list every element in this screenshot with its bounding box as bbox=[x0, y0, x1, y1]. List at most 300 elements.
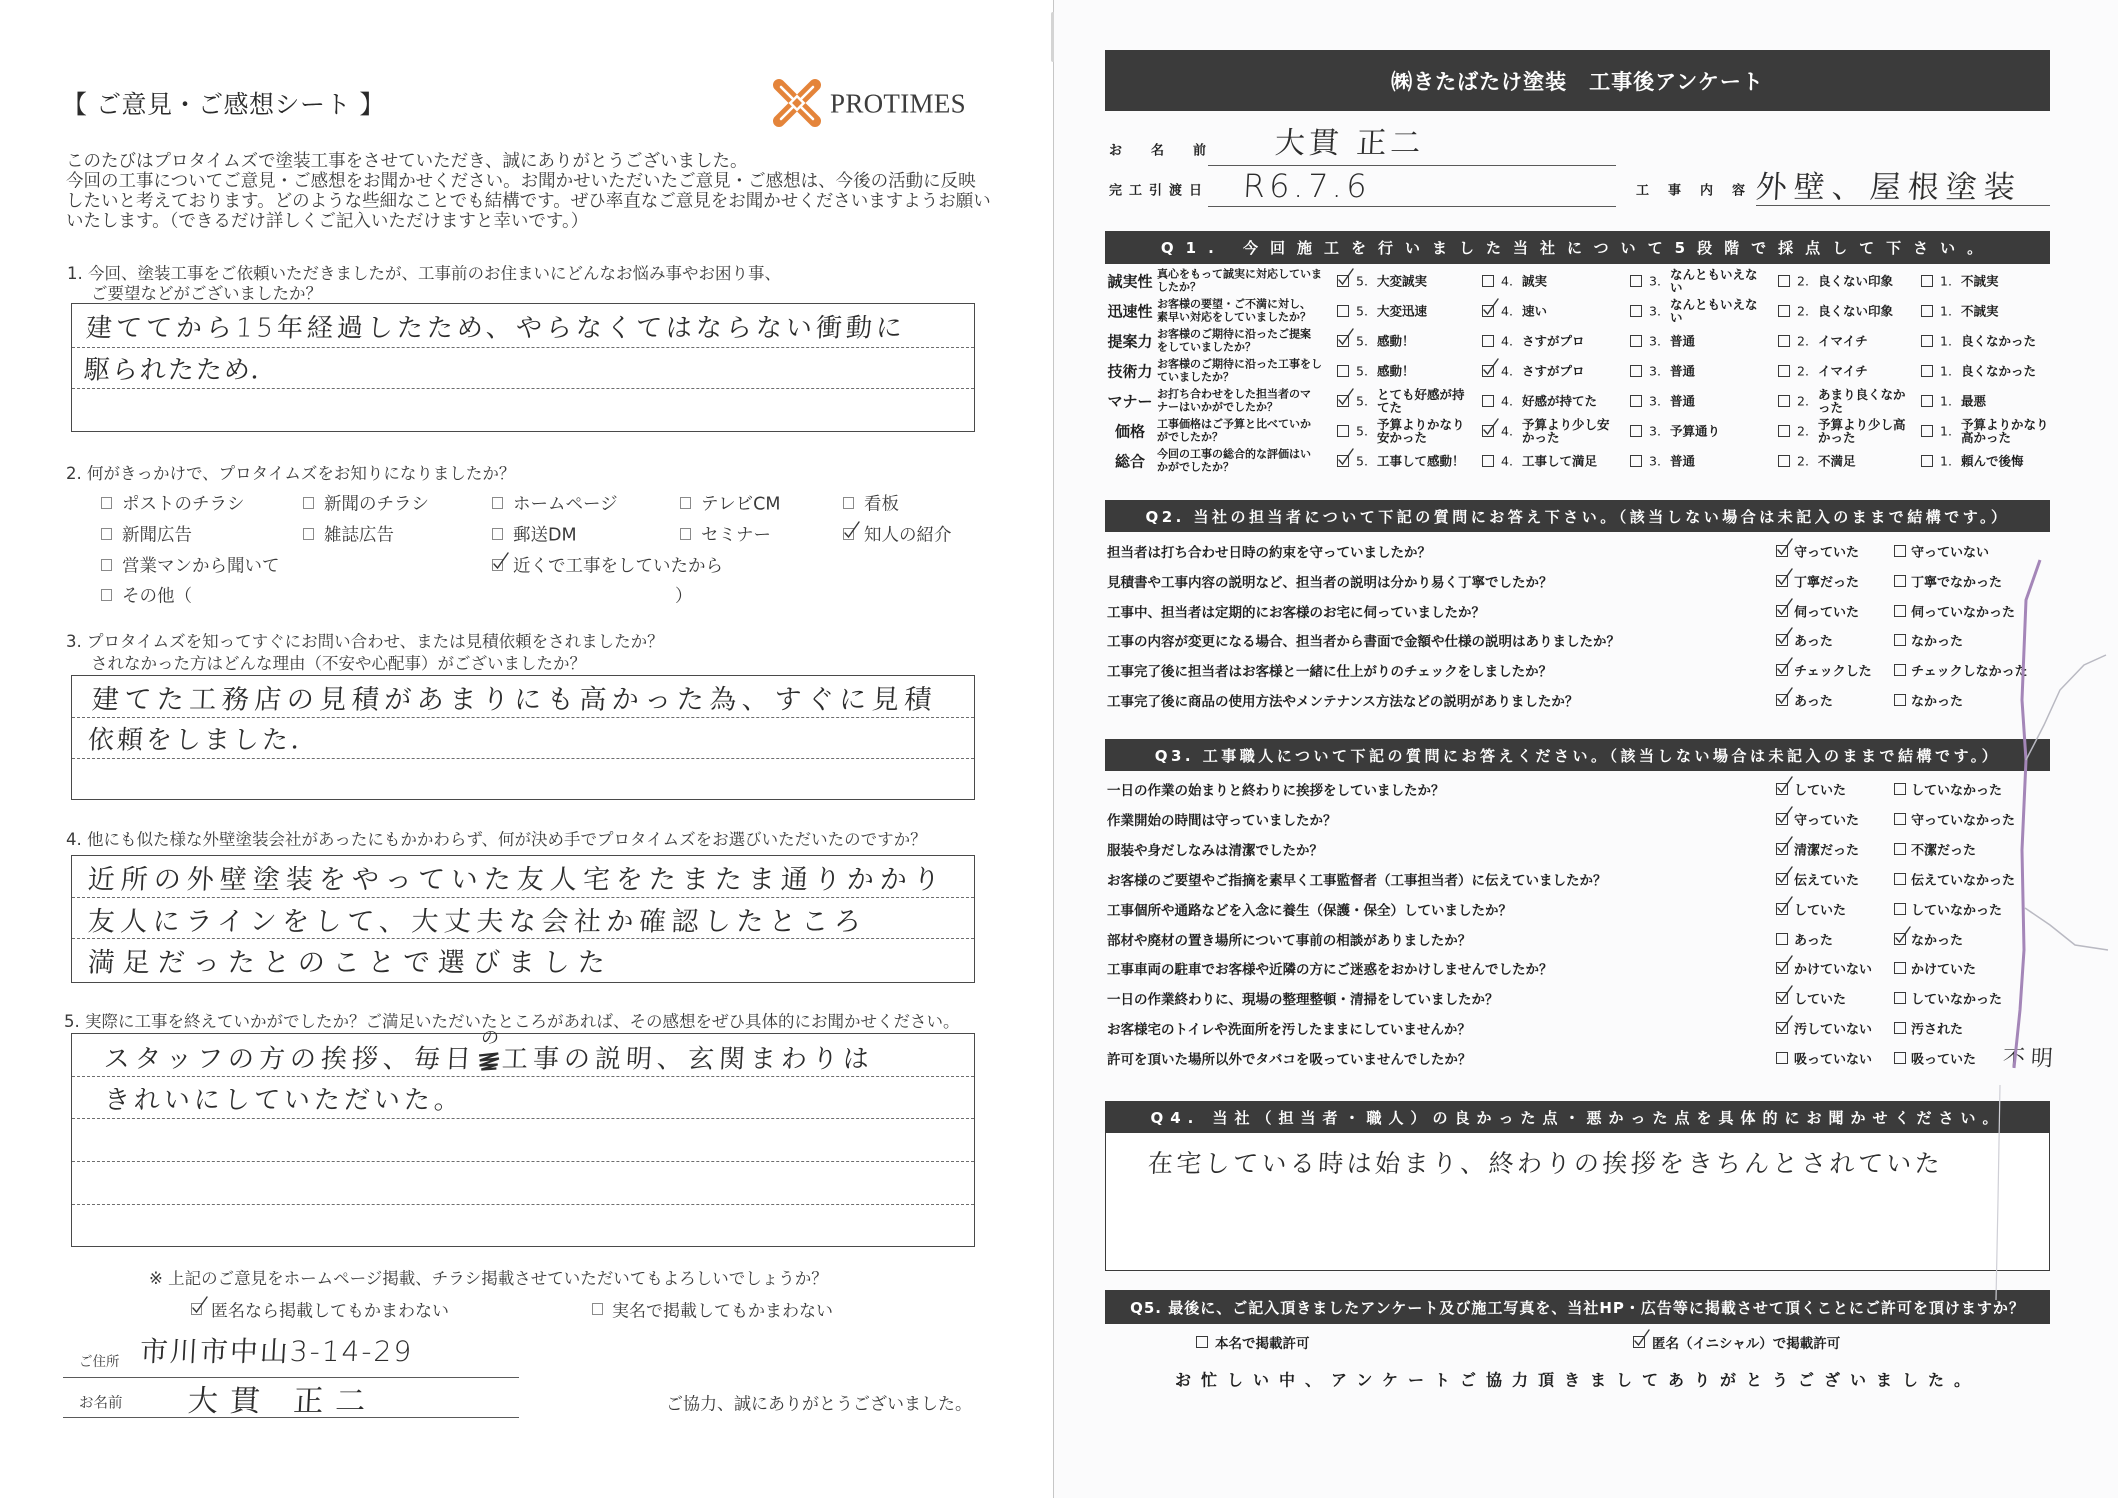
q5-header: Q5. 最後に、ご記入頂きましたアンケート及び施工写真を、当社HP・広告等に掲載させて頂くことにご許可を頂けますか？ bbox=[1130, 1298, 2025, 1317]
q3-answer-checkbox[interactable] bbox=[1776, 843, 1788, 855]
checkmark-icon bbox=[1633, 1328, 1651, 1349]
q1-rating-number: 2. bbox=[1797, 273, 1809, 289]
q1-rating-checkbox[interactable] bbox=[1921, 455, 1933, 467]
ruled-line bbox=[72, 1161, 974, 1162]
checkmark-icon bbox=[1776, 805, 1794, 826]
q3-answer-checkbox[interactable] bbox=[1776, 992, 1788, 1004]
q2-option-checkbox[interactable] bbox=[843, 497, 854, 509]
q1-rating-checkbox[interactable] bbox=[1630, 455, 1642, 467]
q1-question-line: 素早い対応をしていましたか？ bbox=[1157, 310, 1311, 323]
q3-answer-label: かけていた bbox=[1911, 962, 1977, 978]
q2-answer-checkbox[interactable] bbox=[1776, 664, 1788, 676]
q1-rating-label: 大変誠実 bbox=[1377, 273, 1428, 289]
q1-rating-number: 3. bbox=[1649, 363, 1661, 379]
q1-answer-line: 駆られたため． bbox=[83, 355, 280, 386]
q1-rating-number: 2. bbox=[1797, 423, 1809, 439]
q1-rating-number: 5. bbox=[1356, 333, 1368, 349]
q2-answer-checkbox[interactable] bbox=[1776, 545, 1788, 557]
q1-question-line: お客様のご期待に沿った工事をし bbox=[1157, 357, 1322, 371]
q2-question: 工事完了後に担当者はお客様と一緒に仕上がりのチェックをしましたか？ bbox=[1107, 664, 1553, 680]
q1-rating-checkbox[interactable] bbox=[1778, 305, 1790, 317]
q1-rating-checkbox[interactable] bbox=[1778, 425, 1790, 437]
ruled-line bbox=[72, 388, 974, 389]
q1-rating-number: 4. bbox=[1501, 303, 1513, 319]
q1-rating-checkbox[interactable] bbox=[1482, 305, 1494, 317]
q1-rating-label: 誠実 bbox=[1522, 273, 1548, 289]
q1-rating-number: 3. bbox=[1649, 273, 1661, 289]
q3-answer-checkbox[interactable] bbox=[1894, 1022, 1906, 1034]
checkmark-icon bbox=[1776, 954, 1794, 975]
q3-answer-line: 依頼をしました． bbox=[87, 725, 321, 756]
q2-question: 担当者は打ち合わせ日時の約束を守っていましたか？ bbox=[1107, 545, 1431, 561]
ruled-line bbox=[72, 717, 974, 718]
q3-answer-checkbox[interactable] bbox=[1776, 783, 1788, 795]
q1-question: ご要望などがございましたか？ bbox=[91, 284, 322, 303]
q2-option-checkbox[interactable] bbox=[492, 528, 503, 540]
q1-rating-number: 2. bbox=[1797, 303, 1809, 319]
q1-question-line: かがでしたか？ bbox=[1157, 460, 1234, 473]
q3-answer-checkbox[interactable] bbox=[1776, 873, 1788, 885]
q1-rating-label: 工事して感動！ bbox=[1377, 453, 1465, 469]
checkmark-icon bbox=[492, 551, 510, 572]
q1-rating-label: とても好感が持てた bbox=[1377, 387, 1465, 415]
q3-answer-checkbox[interactable] bbox=[1894, 813, 1906, 825]
survey-title-bar bbox=[1105, 50, 2050, 111]
q1-question-line: をしていましたか？ bbox=[1157, 340, 1256, 353]
q1-rating-checkbox[interactable] bbox=[1630, 335, 1642, 347]
intro-line: 今回の工事についてご意見・ご感想をお聞かせください。お聞かせいただいたご意見・ご感想は、今後の活動に反映 bbox=[66, 171, 976, 192]
q1-rating-checkbox[interactable] bbox=[1778, 335, 1790, 347]
q3-header-bar bbox=[1105, 739, 2050, 771]
q1-rating-label: 普通 bbox=[1670, 393, 1696, 409]
q5-permission-checkbox[interactable] bbox=[1196, 1336, 1208, 1348]
checkmark-icon bbox=[1776, 865, 1794, 886]
q2-question: 2. 何がきっかけで、プロタイムズをお知りになりましたか？ bbox=[66, 464, 516, 483]
q2-option-label: その他（ bbox=[122, 586, 192, 607]
checkmark-icon bbox=[1776, 775, 1794, 796]
survey-title: ㈱きたばたけ塗装 工事後アンケート bbox=[1391, 69, 1764, 94]
q2-option-checkbox[interactable] bbox=[101, 589, 112, 601]
q3-answer-line: 建てた工務店の見積があまりにも高かった為、すぐに見積 bbox=[91, 684, 938, 716]
checkmark-icon bbox=[1482, 417, 1500, 438]
checkmark-icon bbox=[1337, 327, 1355, 348]
scribble-icon bbox=[475, 1047, 502, 1073]
name-value[interactable]: 大貫 正二 bbox=[186, 1384, 379, 1419]
q2-option-checkbox[interactable] bbox=[303, 497, 314, 509]
q1-rating-number: 5. bbox=[1356, 273, 1368, 289]
q2-option-label: 新聞広告 bbox=[122, 525, 192, 546]
work-content-label: 工事内容 bbox=[1636, 183, 1765, 199]
intro-line: このたびはプロタイムズで塗装工事をさせていただき、誠にありがとうございました。 bbox=[66, 151, 748, 172]
q1-question bbox=[1157, 359, 1322, 384]
checkmark-icon bbox=[1776, 835, 1794, 856]
q1-category: 技術力 bbox=[1107, 362, 1153, 381]
q1-rating-checkbox[interactable] bbox=[1630, 395, 1642, 407]
name-label: お名前 bbox=[79, 1395, 123, 1412]
q3-answer-checkbox[interactable] bbox=[1776, 1052, 1788, 1064]
q1-rating-label: 普通 bbox=[1670, 363, 1696, 379]
q5-permission-label: 本名で掲載許可 bbox=[1215, 1336, 1310, 1352]
q1-category: 提案力 bbox=[1107, 332, 1153, 351]
protimes-logo bbox=[772, 78, 972, 128]
checkmark-icon bbox=[1776, 984, 1794, 1005]
q3-answer-label: 吸っていた bbox=[1911, 1052, 1977, 1068]
q2-answer-checkbox[interactable] bbox=[1776, 634, 1788, 646]
q3-question: お客様宅のトイレや洗面所を汚したままにしていませんか？ bbox=[1107, 1022, 1471, 1038]
q2-option-checkbox[interactable] bbox=[680, 497, 691, 509]
q3-answer-checkbox[interactable] bbox=[1894, 903, 1906, 915]
q1-question-line: お打ち合わせをした担当者のマ bbox=[1157, 387, 1311, 401]
q3-answer-label: していなかった bbox=[1911, 903, 2003, 919]
q1-rating-checkbox[interactable] bbox=[1482, 275, 1494, 287]
q3-answer-checkbox[interactable] bbox=[1776, 962, 1788, 974]
q1-rating-label: 予算よりかなり安かった bbox=[1377, 417, 1465, 445]
ruled-line bbox=[72, 758, 974, 759]
q1-rating-label: 不満足 bbox=[1818, 453, 1856, 469]
q1-rating-number: 4. bbox=[1501, 363, 1513, 379]
q3-question: 工事個所や通路などを入念に養生（保護・保全）していましたか？ bbox=[1107, 903, 1512, 919]
q3-answer-label: していた bbox=[1794, 783, 1847, 799]
q2-answer-checkbox[interactable] bbox=[1776, 575, 1788, 587]
q1-question bbox=[1157, 269, 1322, 294]
q1-rating-number: 4. bbox=[1501, 393, 1513, 409]
checkmark-icon bbox=[1776, 1014, 1794, 1035]
q1-rating-checkbox[interactable] bbox=[1482, 335, 1494, 347]
q1-rating-number: 1. bbox=[1940, 423, 1952, 439]
q1-rating-number: 5. bbox=[1356, 393, 1368, 409]
work-content-underline bbox=[1756, 205, 2050, 206]
checkmark-icon bbox=[1776, 656, 1794, 677]
q2-option-label: 営業マンから聞いて bbox=[122, 556, 280, 577]
q1-rating-number: 1. bbox=[1940, 273, 1952, 289]
q2-option-checkbox[interactable] bbox=[492, 559, 503, 571]
q1-rating-checkbox[interactable] bbox=[1337, 395, 1349, 407]
q4-header-bar bbox=[1105, 1101, 2050, 1133]
q1-rating-label: 不誠実 bbox=[1961, 273, 1999, 289]
q2-answer-label: あった bbox=[1794, 634, 1833, 650]
q1-rating-label: 工事して満足 bbox=[1522, 453, 1598, 469]
q1-category: マナー bbox=[1107, 392, 1153, 411]
q1-question bbox=[1157, 329, 1311, 354]
q5-question: 5. 実際に工事を終えていかがでしたか？ご満足いただいたところがあれば、その感想をぜひ具体的にお聞かせください。 bbox=[64, 1012, 960, 1031]
q4-answer: 在宅している時は始まり、終わりの挨拶をきちんとされていた bbox=[1147, 1149, 1944, 1178]
q2-option-checkbox[interactable] bbox=[101, 497, 112, 509]
q1-rating-number: 1. bbox=[1940, 363, 1952, 379]
q3-answer-checkbox[interactable] bbox=[1776, 903, 1788, 915]
q1-rating-number: 2. bbox=[1797, 363, 1809, 379]
q2-option-label: テレビCM bbox=[701, 494, 781, 515]
q1-rating-checkbox[interactable] bbox=[1337, 455, 1349, 467]
protimes-logo-icon bbox=[772, 78, 822, 128]
q1-category: 価格 bbox=[1114, 422, 1145, 441]
q1-rating-checkbox[interactable] bbox=[1778, 365, 1790, 377]
crease-line bbox=[2025, 908, 2108, 950]
q1-rating-checkbox[interactable] bbox=[1921, 275, 1933, 287]
q5-answer-segment: 工事の説明、玄関まわりは bbox=[501, 1044, 875, 1075]
q1-rating-label: 大変迅速 bbox=[1377, 303, 1428, 319]
q1-category: 総合 bbox=[1114, 452, 1145, 471]
q1-rating-label: さすがプロ bbox=[1522, 333, 1585, 349]
q2-answer-checkbox[interactable] bbox=[1894, 545, 1906, 557]
q2-option-checkbox[interactable] bbox=[843, 528, 854, 540]
q1-rating-checkbox[interactable] bbox=[1482, 395, 1494, 407]
q1-rating-label: 予算より少し安かった bbox=[1522, 417, 1610, 445]
publish-consent-question: ※ 上記のご意見をホームページ掲載、チラシ掲載させていただいてもよろしいでしょうか？ bbox=[149, 1269, 828, 1288]
q2-other-close-paren: ） bbox=[675, 586, 693, 607]
checkmark-icon bbox=[1776, 895, 1794, 916]
q3-answer-checkbox[interactable] bbox=[1894, 1052, 1906, 1064]
q2-answer-checkbox[interactable] bbox=[1776, 694, 1788, 706]
q1-rating-checkbox[interactable] bbox=[1778, 395, 1790, 407]
q1-category: 迅速性 bbox=[1107, 302, 1153, 321]
ruled-line bbox=[72, 897, 974, 898]
q1-rating-number: 2. bbox=[1797, 333, 1809, 349]
q3-answer-label: 守っていた bbox=[1794, 813, 1860, 829]
q1-rating-number: 5. bbox=[1356, 303, 1368, 319]
q2-answer-label: 伺っていなかった bbox=[1911, 605, 2016, 621]
q1-question-line: がでしたか？ bbox=[1157, 430, 1223, 443]
crease-line-purple bbox=[2014, 560, 2040, 1068]
q1-rating-label: 速い bbox=[1522, 303, 1548, 319]
q1-rating-checkbox[interactable] bbox=[1630, 305, 1642, 317]
q3-question: 一日の作業の始まりと終わりに挨拶をしていましたか？ bbox=[1107, 783, 1445, 799]
q2-option-checkbox[interactable] bbox=[492, 497, 503, 509]
q1-rating-checkbox[interactable] bbox=[1482, 455, 1494, 467]
checkmark-icon bbox=[1776, 597, 1794, 618]
q4-header: Q4. 当社（担当者・職人）の良かった点・悪かった点を具体的にお聞かせください。 bbox=[1150, 1108, 2005, 1127]
publish-consent-label: 匿名なら掲載してもかまわない bbox=[211, 1301, 449, 1322]
q1-rating-label: 好感が持てた bbox=[1522, 393, 1598, 409]
q2-option-label: 知人の紹介 bbox=[864, 525, 952, 546]
checkmark-icon bbox=[1776, 567, 1794, 588]
q1-question-line: 真心をもって誠実に対応していま bbox=[1157, 267, 1322, 281]
q1-answer-line: 建ててから15年経過したため、やらなくてはならない衝動に bbox=[85, 313, 907, 344]
publish-consent-checkbox[interactable] bbox=[191, 1303, 202, 1315]
q3-answer-label: あった bbox=[1794, 933, 1833, 949]
q1-rating-label: 頼んで後悔 bbox=[1961, 453, 2024, 469]
handover-date-value[interactable]: R6.7.6 bbox=[1242, 167, 1372, 205]
q1-question-line: お客様の要望・ご不満に対し、 bbox=[1157, 297, 1311, 311]
q1-rating-label: 感動！ bbox=[1377, 363, 1415, 379]
q1-rating-checkbox[interactable] bbox=[1630, 425, 1642, 437]
q1-rating-label: なんともいえない bbox=[1670, 267, 1758, 295]
q3-answer-label: していた bbox=[1794, 903, 1847, 919]
q1-rating-checkbox[interactable] bbox=[1337, 425, 1349, 437]
q5-permission-label: 匿名（イニシャル）で掲載許可 bbox=[1652, 1336, 1841, 1352]
q1-rating-number: 1. bbox=[1940, 453, 1952, 469]
q1-rating-label: 予算よりかなり高かった bbox=[1961, 417, 2049, 445]
q3-handwritten-note: 不明 bbox=[2002, 1046, 2060, 1072]
q3-answer-label: 守っていなかった bbox=[1911, 813, 2016, 829]
q2-answer-label: 守っていた bbox=[1794, 545, 1860, 561]
q1-rating-label: 最悪 bbox=[1961, 393, 1987, 409]
q1-question bbox=[1157, 419, 1311, 444]
q1-rating-label: 予算より少し高かった bbox=[1818, 417, 1906, 445]
checkmark-icon bbox=[1337, 267, 1355, 288]
q1-question-line: 工事価格はご予算と比べていか bbox=[1157, 417, 1311, 431]
q1-question-line: ていましたか？ bbox=[1157, 370, 1234, 383]
q2-option-label: ポストのチラシ bbox=[122, 494, 245, 515]
q3-answer-label: 伝えていた bbox=[1794, 873, 1860, 889]
q1-rating-checkbox[interactable] bbox=[1921, 395, 1933, 407]
q3-answer-label: していなかった bbox=[1911, 992, 2003, 1008]
q2-question: 工事完了後に商品の使用方法やメンテナンス方法などの説明がありましたか？ bbox=[1107, 694, 1579, 710]
address-value[interactable]: 市川市中山3-14-29 bbox=[139, 1335, 415, 1368]
q2-answer-checkbox[interactable] bbox=[1894, 694, 1906, 706]
q1-rating-label: 良くなかった bbox=[1961, 333, 2037, 349]
q2-option-checkbox[interactable] bbox=[680, 528, 691, 540]
q3-answer-checkbox[interactable] bbox=[1894, 962, 1906, 974]
q2-option-label: 近くで工事をしていたから bbox=[513, 556, 723, 577]
checkmark-icon bbox=[1776, 537, 1794, 558]
q1-rating-number: 4. bbox=[1501, 333, 1513, 349]
q3-answer-checkbox[interactable] bbox=[1894, 843, 1906, 855]
q1-rating-checkbox[interactable] bbox=[1630, 275, 1642, 287]
q2-answer-checkbox[interactable] bbox=[1894, 605, 1906, 617]
q1-rating-checkbox[interactable] bbox=[1337, 365, 1349, 377]
q1-rating-label: 予算通り bbox=[1670, 423, 1721, 439]
address-label: ご住所 bbox=[79, 1354, 120, 1370]
q1-rating-number: 4. bbox=[1501, 273, 1513, 289]
q2-answer-label: 丁寧でなかった bbox=[1911, 575, 2003, 591]
q2-option-checkbox[interactable] bbox=[303, 528, 314, 540]
checkmark-icon bbox=[1337, 387, 1355, 408]
q2-option-checkbox[interactable] bbox=[101, 528, 112, 540]
q1-rating-checkbox[interactable] bbox=[1482, 365, 1494, 377]
q5-answer-line: きれいにしていただいた。 bbox=[103, 1085, 465, 1116]
q2-answer-checkbox[interactable] bbox=[1894, 575, 1906, 587]
q3-question: 工事車両の駐車でお客様や近隣の方にご迷惑をおかけしませんでしたか？ bbox=[1107, 962, 1553, 978]
customer-name-value[interactable]: 大貫 正二 bbox=[1273, 126, 1426, 161]
q1-rating-checkbox[interactable] bbox=[1921, 365, 1933, 377]
sheet-title: 【 ご意見・ご感想シート 】 bbox=[62, 90, 385, 119]
q1-question bbox=[1157, 389, 1311, 414]
q1-rating-checkbox[interactable] bbox=[1630, 365, 1642, 377]
q5-permission-checkbox[interactable] bbox=[1633, 1336, 1645, 1348]
q3-answer-label: 不潔だった bbox=[1911, 843, 1977, 859]
q1-question bbox=[1157, 449, 1311, 474]
q1-rating-label: イマイチ bbox=[1818, 363, 1868, 379]
q1-rating-checkbox[interactable] bbox=[1337, 275, 1349, 287]
q1-category: 誠実性 bbox=[1107, 272, 1153, 291]
intro-line: いたします。（できるだけ詳しくご記入いただけますと幸いです。） bbox=[66, 211, 589, 232]
q2-answer-label: 守っていない bbox=[1911, 545, 1990, 561]
publish-consent-checkbox[interactable] bbox=[592, 1303, 603, 1315]
q3-answer-checkbox[interactable] bbox=[1894, 873, 1906, 885]
q2-header-bar bbox=[1105, 500, 2050, 532]
q3-question: 作業開始の時間は守っていましたか？ bbox=[1107, 813, 1337, 829]
q1-rating-checkbox[interactable] bbox=[1921, 425, 1933, 437]
q2-answer-label: チェックした bbox=[1794, 664, 1872, 680]
thanks-message: ご協力、誠にありがとうございました。 bbox=[666, 1394, 972, 1415]
q1-rating-number: 3. bbox=[1649, 393, 1661, 409]
q2-answer-label: なかった bbox=[1911, 694, 1964, 710]
q3-answer-label: していなかった bbox=[1911, 783, 2003, 799]
q2-option-label: 雑誌広告 bbox=[324, 525, 394, 546]
q1-rating-checkbox[interactable] bbox=[1921, 305, 1933, 317]
q3-answer-label: 伝えていなかった bbox=[1911, 873, 2016, 889]
q1-question-line: したか？ bbox=[1157, 280, 1201, 293]
q1-rating-number: 2. bbox=[1797, 453, 1809, 469]
q1-rating-checkbox[interactable] bbox=[1921, 335, 1933, 347]
q1-rating-label: 良くなかった bbox=[1961, 363, 2037, 379]
q2-answer-label: あった bbox=[1794, 694, 1833, 710]
q3-answer-label: 汚していない bbox=[1794, 1022, 1873, 1038]
q1-question-line: お客様のご期待に沿ったご提案 bbox=[1157, 327, 1311, 341]
q2-header: Q2. 当社の担当者について下記の質問にお答え下さい。（該当しない場合は未記入のままで結構です。） bbox=[1145, 507, 2010, 526]
q3-answer-checkbox[interactable] bbox=[1776, 933, 1788, 945]
q1-rating-checkbox[interactable] bbox=[1778, 455, 1790, 467]
q3-answer-checkbox[interactable] bbox=[1894, 933, 1906, 945]
publish-consent-label: 実名で掲載してもかまわない bbox=[612, 1301, 833, 1322]
q1-rating-number: 2. bbox=[1797, 393, 1809, 409]
q2-question: 工事中、担当者は定期的にお客様のお宅に伺っていましたか？ bbox=[1107, 605, 1485, 621]
q3-answer-checkbox[interactable] bbox=[1776, 813, 1788, 825]
q3-answer-label: なかった bbox=[1911, 933, 1964, 949]
q3-answer-checkbox[interactable] bbox=[1894, 992, 1906, 1004]
q2-answer-label: 丁寧だった bbox=[1794, 575, 1860, 591]
intro-line: したいと考えております。どのような些細なことでも結構です。ぜひ率直なご意見をお聞かせくださいますようお願い bbox=[66, 191, 991, 212]
q5-answer-line bbox=[103, 1027, 875, 1076]
q1-rating-label: 良くない印象 bbox=[1818, 273, 1894, 289]
q1-rating-number: 3. bbox=[1649, 423, 1661, 439]
q1-rating-number: 3. bbox=[1649, 453, 1661, 469]
ruled-line bbox=[72, 1076, 974, 1077]
q3-answer-checkbox[interactable] bbox=[1776, 1022, 1788, 1034]
q1-question-line: ナーはいかがでしたか？ bbox=[1157, 400, 1278, 413]
q1-rating-label: イマイチ bbox=[1818, 333, 1868, 349]
q1-rating-checkbox[interactable] bbox=[1337, 335, 1349, 347]
q1-rating-label: 普通 bbox=[1670, 333, 1696, 349]
q2-question: 工事の内容が変更になる場合、担当者から書面で金額や仕様の説明はありましたか？ bbox=[1107, 634, 1620, 650]
q3-answer-label: 清潔だった bbox=[1794, 843, 1860, 859]
q3-question: 服装や身だしなみは清潔でしたか？ bbox=[1107, 843, 1323, 859]
q3-question: 部材や廃材の置き場所について事前の相談がありましたか？ bbox=[1107, 933, 1472, 949]
checkmark-icon bbox=[191, 1295, 209, 1316]
q1-rating-number: 1. bbox=[1940, 333, 1952, 349]
q1-rating-label: なんともいえない bbox=[1670, 297, 1758, 325]
q1-rating-number: 4. bbox=[1501, 423, 1513, 439]
q1-rating-number: 5. bbox=[1356, 363, 1368, 379]
q1-rating-label: 不誠実 bbox=[1961, 303, 1999, 319]
q1-rating-label: さすがプロ bbox=[1522, 363, 1585, 379]
q3-answer-checkbox[interactable] bbox=[1894, 783, 1906, 795]
checkmark-icon bbox=[1337, 447, 1355, 468]
q2-answer-checkbox[interactable] bbox=[1894, 664, 1906, 676]
q1-rating-checkbox[interactable] bbox=[1482, 425, 1494, 437]
ruled-line bbox=[72, 347, 974, 348]
q2-answer-label: チェックしなかった bbox=[1911, 664, 2028, 680]
q2-question: 見積書や工事内容の説明など、担当者の説明は分かり易く丁寧でしたか？ bbox=[1107, 575, 1553, 591]
q1-rating-checkbox[interactable] bbox=[1337, 305, 1349, 317]
handover-date-underline bbox=[1208, 206, 1616, 207]
q2-option-checkbox[interactable] bbox=[101, 559, 112, 571]
ruled-line bbox=[72, 1204, 974, 1205]
ruled-line bbox=[72, 1118, 974, 1119]
q3-question: されなかった方はどんな理由（不安や心配事）がございましたか？ bbox=[91, 654, 586, 673]
q1-rating-checkbox[interactable] bbox=[1778, 275, 1790, 287]
survey-footer: お忙しい中、アンケートご協力頂きましてありがとうございました。 bbox=[1174, 1370, 1981, 1390]
q5-header-bar bbox=[1105, 1290, 2050, 1324]
q2-answer-checkbox[interactable] bbox=[1776, 605, 1788, 617]
q3-answer-label: 汚された bbox=[1911, 1022, 1964, 1038]
q1-rating-label: 感動！ bbox=[1377, 333, 1415, 349]
left-sheet-opinion-form bbox=[0, 0, 1053, 1498]
q3-question: 一日の作業終わりに、現場の整理整頓・清掃をしていましたか？ bbox=[1107, 992, 1499, 1008]
q3-answer-label: かけていない bbox=[1794, 962, 1873, 978]
work-content-value[interactable]: 外壁、屋根塗装 bbox=[1754, 169, 2023, 206]
q2-answer-checkbox[interactable] bbox=[1894, 634, 1906, 646]
